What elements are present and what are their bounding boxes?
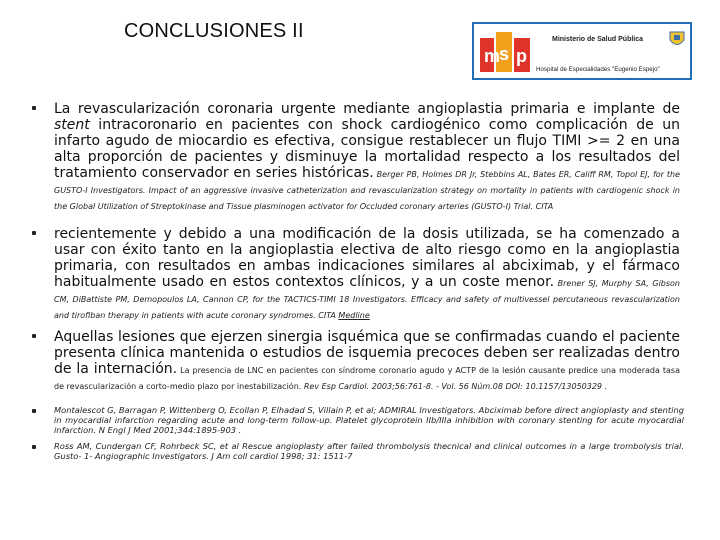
bullet-marker: [32, 231, 36, 235]
page-title: CONCLUSIONES II: [124, 20, 304, 42]
citation-text: La presencia de LNC en pacientes con síndrome coronario agudo y ACTP de la lesión causante predice una moderada tasa de revascularización a corto-medio plazo por inestabilización.: [54, 366, 681, 391]
bullet-text-part: intracoronario en pacientes con shock cardiogénico como complicación de un infarto agudo de miocardio es efectiva, consigue restablecer un flujo TIMI >= 2 en una alta proporción de pacientes y disminuye la mortalidad respecto a los resultados del tratamiento conservador en series históricas.: [54, 117, 680, 181]
svg-text:m: m: [484, 46, 501, 66]
bullet-marker: [32, 445, 36, 449]
bullet-text-part: La revascularización coronaria urgente mediante angioplastia primaria e implante de: [54, 101, 680, 117]
coat-of-arms-icon: [668, 30, 686, 50]
bullet-marker: [32, 106, 36, 110]
svg-text:s: s: [499, 44, 510, 64]
citation-source: Rev Esp Cardiol. 2003;56:761-8. - Vol. 56 Núm.08 DOI: 10.1157/13050329 .: [301, 382, 608, 391]
medline-link[interactable]: Medline: [338, 311, 370, 320]
bullet-text-lesiones: [54, 329, 680, 393]
reference-montalescot: Montalescot G, Barragan P, Wittenberg O, Ecollan P, Elhadad S, Villain P, et al; ADMIRAL Investigators. Abciximab before direct angioplasty and stenting in myocardial infarction regarding acute and long-term follow-up. Platelet glycoprotein IIb/IIIa inhibition with coronary stenting for acute myocardial infarction. N Engl J Med 2001;344:1895-903 .: [54, 405, 684, 435]
bullet-text-tirofiban: [54, 226, 680, 322]
bullet-text-emphasis: stent: [54, 117, 90, 133]
logo-ministry-text: Ministerio de Salud Pública: [552, 36, 644, 43]
bullet-text-revascularizacion: [54, 101, 680, 213]
bullet-text-part: Aquellas lesiones que ejerzen sinergia isquémica que se confirmadas cuando el paciente presenta clínica mantenida o estudios de isquemia precoces deben ser realizadas dentro de la internación.: [54, 329, 680, 377]
ministry-logo: [472, 22, 692, 80]
citation-text: Brener SJ, Murphy SA, Gibson CM, DiBattiste PM, Demopoulos LA, Cannon CP, for the TACTICS-TIMI 18 Investigators. Efficacy and safety of multivessel percutaneous revascularization and tirofiban therapy in patients with acute coronary syndromes. CITA: [54, 279, 680, 320]
bullet-marker: [32, 409, 36, 413]
bullet-marker: [32, 334, 36, 338]
logo-hospital-text: Hospital de Especialidades "Eugenio Espejo": [536, 66, 660, 73]
reference-ross: Ross AM, Cundergan CF, Rohrbeck SC, et al Rescue angioplasty after failed thrombolysis thecnical and clinical outcomes in a large trombolysis trial. Gusto- 1- Angiographic Investigators. J Am coll cardiol 1998; 31: 1511-7: [54, 441, 684, 461]
logo-panel: [474, 24, 690, 78]
msp-logo-icon: [478, 28, 532, 76]
svg-text:p: p: [516, 46, 527, 66]
bullet-text-part: recientemente y debido a una modificación de la dosis utilizada, se ha comenzado a usar con éxito tanto en la angioplastia electiva de alto riesgo como en la angioplastia primaria, con resultados en ambas indicaciones similares al abciximab, y el fármaco habitualmente usado en estos contextos clínicos, y a un coste menor.: [54, 226, 680, 290]
citation-text: Berger PB, Holmes DR Jr, Stebbins AL, Bates ER, Califf RM, Topol EJ, for the GUSTO-I Investigators. Impact of an aggressive invasive catheterization and revascularization strategy on mortality in patients with cardiogenic shock in the Global Utilization of Streptokinase and Tissue plasminogen activator for Occluded coronary arteries (GUSTO-I) Trial. CITA: [54, 170, 680, 211]
